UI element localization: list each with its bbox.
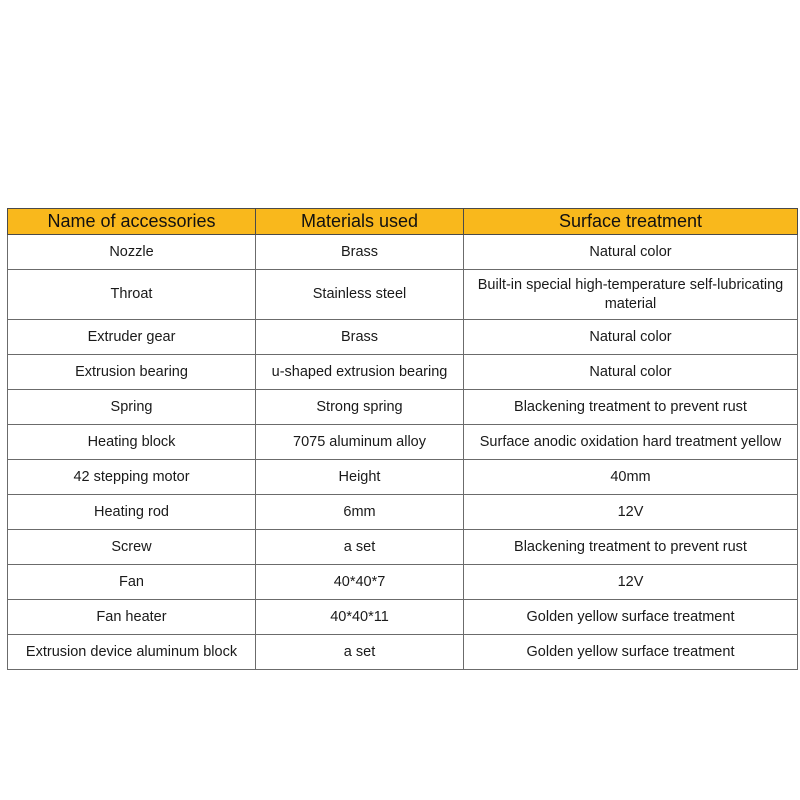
table-row — [8, 460, 798, 495]
table-row — [8, 565, 798, 600]
cell-material: Strong spring — [256, 390, 464, 425]
table-row — [8, 425, 798, 460]
table-row — [8, 530, 798, 565]
table-row — [8, 390, 798, 425]
cell-material: 7075 aluminum alloy — [256, 425, 464, 460]
cell-material: 40*40*11 — [256, 600, 464, 635]
cell-treatment: 40mm — [464, 460, 798, 495]
cell-material: Height — [256, 460, 464, 495]
cell-accessory: Extrusion bearing — [8, 355, 256, 390]
cell-treatment: Natural color — [464, 355, 798, 390]
cell-treatment: Blackening treatment to prevent rust — [464, 530, 798, 565]
cell-material: u-shaped extrusion bearing — [256, 355, 464, 390]
cell-material: a set — [256, 635, 464, 670]
cell-accessory: Nozzle — [8, 235, 256, 270]
cell-treatment: Natural color — [464, 235, 798, 270]
cell-accessory: 42 stepping motor — [8, 460, 256, 495]
cell-treatment: 12V — [464, 565, 798, 600]
cell-treatment: 12V — [464, 495, 798, 530]
table-row — [8, 270, 798, 320]
accessories-spec-table — [7, 208, 798, 670]
table-row — [8, 495, 798, 530]
table-row — [8, 600, 798, 635]
table-header-row — [8, 209, 798, 235]
cell-material: Brass — [256, 235, 464, 270]
cell-treatment: Natural color — [464, 320, 798, 355]
cell-accessory: Extruder gear — [8, 320, 256, 355]
cell-treatment: Golden yellow surface treatment — [464, 635, 798, 670]
header-materials-used: Materials used — [256, 209, 464, 235]
table-row — [8, 635, 798, 670]
cell-material: 40*40*7 — [256, 565, 464, 600]
cell-accessory: Spring — [8, 390, 256, 425]
table-row — [8, 235, 798, 270]
cell-material: Stainless steel — [256, 270, 464, 320]
cell-accessory: Screw — [8, 530, 256, 565]
cell-accessory: Fan heater — [8, 600, 256, 635]
cell-treatment: Golden yellow surface treatment — [464, 600, 798, 635]
cell-material: a set — [256, 530, 464, 565]
table-row — [8, 355, 798, 390]
header-surface-treatment: Surface treatment — [464, 209, 798, 235]
cell-accessory: Extrusion device aluminum block — [8, 635, 256, 670]
cell-treatment: Blackening treatment to prevent rust — [464, 390, 798, 425]
cell-treatment: Surface anodic oxidation hard treatment yellow — [464, 425, 798, 460]
cell-accessory: Throat — [8, 270, 256, 320]
cell-accessory: Fan — [8, 565, 256, 600]
cell-accessory: Heating rod — [8, 495, 256, 530]
cell-material: 6mm — [256, 495, 464, 530]
cell-material: Brass — [256, 320, 464, 355]
cell-treatment: Built-in special high-temperature self-lubricating material — [464, 270, 798, 320]
table-row — [8, 320, 798, 355]
cell-accessory: Heating block — [8, 425, 256, 460]
header-name-of-accessories: Name of accessories — [8, 209, 256, 235]
